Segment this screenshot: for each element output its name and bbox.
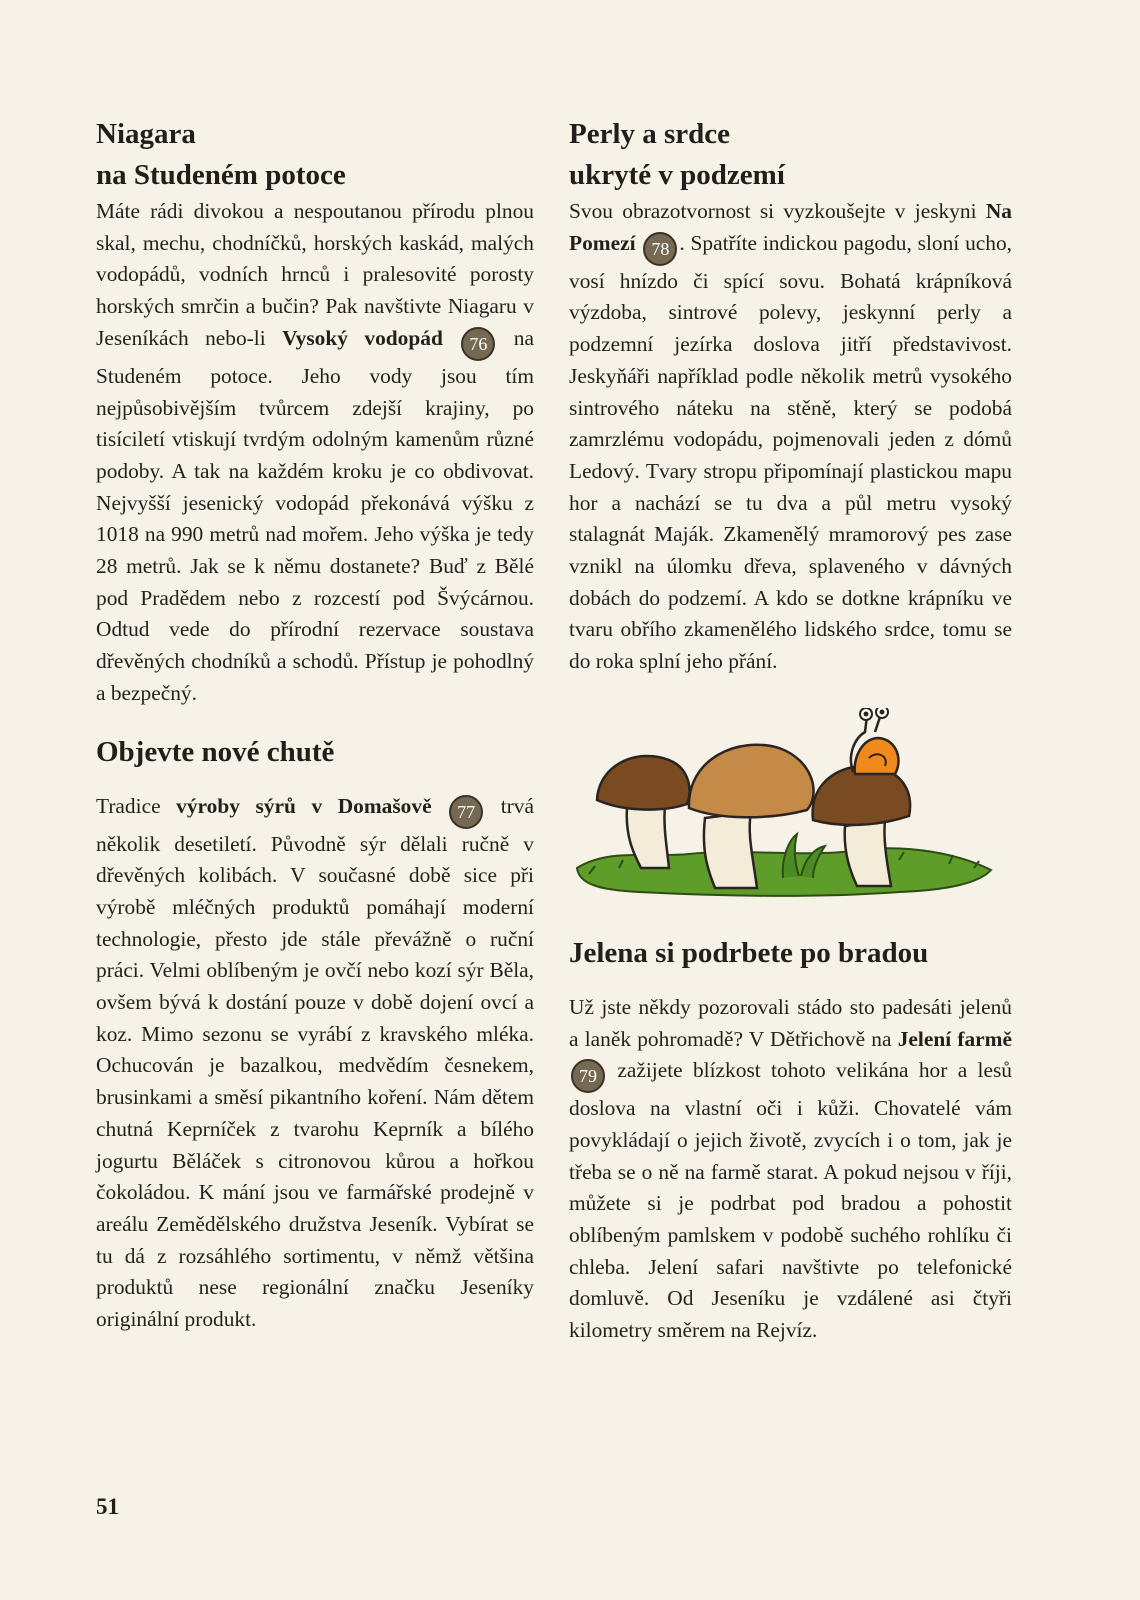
- niagara-paragraph: [96, 196, 534, 710]
- niagara-bold-place: Vysoký vodopád: [282, 325, 443, 350]
- chute-text-2: trvá několik desetiletí. Původně sýr dělali ručně v dřevěných kolibách. V současné době sice při výrobě mléčných produktů pomáhají moderní technologie, přesto jde stále převážně o ruční práci. Velmi oblíbeným je ovčí nebo kozí sýr Běla, ovšem bývá k dostání pouze v době dojení ovcí a koz. Mimo sezonu se vyrábí z kravského mléka. Ochucován je bazalkou, medvědím česnekem, brusinkami a směsí pikantního koření. Nám dětem chutná Keprníček z tvarohu Keprník a bílého jogurtu Běláček s citronovou kůrou a hořkou čokoládou. K mání jsou ve farmářské prodejně v areálu Zemědělského družstva Jeseník. Vybírat se tu dá z rozsáhlého sortimentu, v němž většina produktů nese regionální značku Jeseníky originální produkt.: [96, 793, 534, 1332]
- jelen-bold-place: Jelení farmě: [897, 1026, 1012, 1051]
- perly-title-line2: ukryté v podzemí: [569, 159, 785, 191]
- location-badge-78: 78: [643, 232, 677, 266]
- jelen-paragraph: [569, 992, 1012, 1347]
- mushrooms-illustration: [569, 708, 999, 906]
- chute-paragraph: [96, 791, 534, 1336]
- perly-title: [569, 114, 1012, 196]
- jelen-text-1: Už jste někdy pozorovali stádo sto padesáti jelenů a laněk pohromadě? V Dětřichově na: [569, 994, 1012, 1051]
- niagara-title-line1: Niagara: [96, 118, 196, 150]
- perly-text-1: Svou obrazotvornost si vyzkoušejte v jeskyni: [569, 199, 977, 223]
- left-column: [96, 114, 534, 1336]
- jelen-title: Jelena si podrbete po bradou: [569, 936, 929, 969]
- chute-bold-place: výroby sýrů v Domašově: [176, 793, 432, 818]
- chute-text-1: Tradice: [96, 793, 161, 818]
- niagara-text-1: Máte rádi divokou a nespoutanou přírodu plnou skal, mechu, chodníčků, horských kaskád, malých vodopádů, vodních hrnců i pralesovité porosty horských smrčin a bučin? Pak navštivte Niagaru v Jeseníkách nebo-li: [96, 199, 534, 350]
- niagara-title: [96, 114, 534, 196]
- perly-title-line1: Perly a srdce: [569, 118, 731, 150]
- niagara-title-line2: na Studeném potoce: [96, 159, 346, 191]
- page-number: 51: [96, 1494, 119, 1519]
- chute-title: Objevte nové chutě: [96, 735, 335, 768]
- location-badge-79: 79: [571, 1059, 605, 1093]
- perly-paragraph: [569, 196, 1012, 678]
- perly-text-2: . Spatříte indickou pagodu, sloní ucho, vosí hnízdo či spící sovu. Bohatá krápníková výzdoba, sintrové polevy, jeskynní perly a podzemní jezírka doslova jitří představivost. Jeskyňáři například podle několik metrů vysokého sintrového náteku na stěně, který se podobá zamrzlému vodopádu, pojmenovali jeden z dómů Ledový. Tvary stropu připomínají plastickou mapu hor a nachází se tu dva a půl metru vysoký stalagnát Maják. Zkamenělý mramorový pes zase vznikl na úlomku dřeva, splaveného v dávných dobách do podzemí. A kdo se dotkne krápníku ve tvaru obřího zkamenělého lidského srdce, tomu se do roka splní jeho přání.: [569, 230, 1012, 674]
- location-badge-77: 77: [449, 795, 483, 829]
- right-column: [569, 114, 1012, 1347]
- jelen-text-2: zažijete blízkost tohoto velikána hor a lesů doslova na vlastní oči i kůži. Chovatelé vám povykládají o jejich životě, zvycích i o tom, jak je třeba se o ně na farmě starat. A pokud nejsou v říji, můžete si je podrbat pod bradou a pohostit oblíbeným pamlskem v podobě suchého rohlíku či chleba. Jelení safari navštivte po telefonické domluvě. Od Jeseníku je vzdálené asi čtyři kilometry směrem na Rejvíz.: [569, 1058, 1012, 1343]
- location-badge-76: 76: [461, 327, 495, 361]
- niagara-text-2: na Studeném potoce. Jeho vody jsou tím nejpůsobivějším tvůrcem zdejší krajiny, po tisíciletí vtiskují tvrdým odolným kamenům různé podoby. A tak na každém kroku je co obdivovat. Nejvyšší jesenický vodopád překonává výšku z 1018 na 990 metrů nad mořem. Jeho výška je tedy 28 metrů. Jak se k němu dostanete? Buď z Bělé pod Pradědem nebo z rozcestí pod Švýcárnou. Odtud vede do přírodní rezervace soustava dřevěných chodníků a schodů. Přístup je pohodlný a bezpečný.: [96, 325, 534, 705]
- perly-bold-place: Na Pomezí: [569, 199, 1012, 255]
